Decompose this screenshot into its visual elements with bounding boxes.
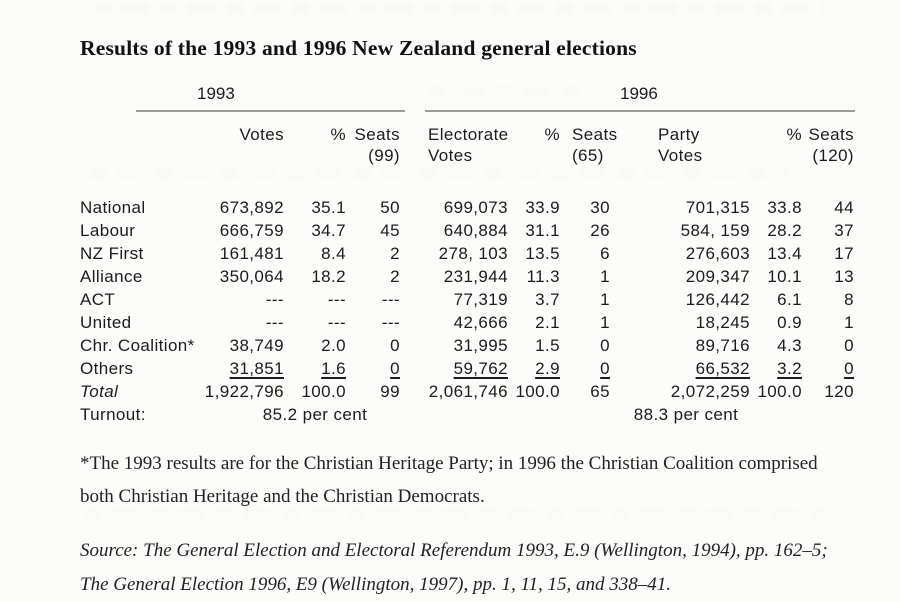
turnout-label: Turnout:: [80, 405, 146, 424]
header-pct-1993: %: [330, 125, 346, 144]
group-rule-1996: [425, 110, 855, 112]
electorate-pct-cell: 31.1: [525, 221, 560, 240]
table-row-nz-first: [80, 242, 854, 265]
party-votes-cell: 209,347: [685, 267, 750, 286]
pct-1993-cell: 34.7: [311, 221, 346, 240]
electorate-pct-cell: 2.9: [535, 359, 560, 378]
party-pct-cell: 33.8: [767, 198, 802, 217]
source-citation: [80, 534, 890, 602]
table-row-labour: [80, 219, 854, 242]
party-votes-cell: 584, 159: [680, 221, 750, 240]
table-row-national: [80, 196, 854, 219]
table-row-united: [80, 311, 854, 334]
party-votes-cell: 89,716: [695, 336, 750, 355]
votes-1993-cell: 161,481: [219, 244, 284, 263]
party-pct-cell: 0.9: [777, 313, 802, 332]
electorate-seats-cell: 0: [600, 336, 610, 355]
votes-1993-cell: 673,892: [219, 198, 284, 217]
group-rule-1993: [136, 110, 405, 112]
page-title: Results of the 1993 and 1996 New Zealand general elections: [80, 36, 637, 60]
electorate-votes-cell: 77,319: [453, 290, 508, 309]
votes-1993-cell: 38,749: [229, 336, 284, 355]
seats-1993-cell: ---: [381, 313, 400, 332]
electorate-pct-cell: 3.7: [535, 290, 560, 309]
electorate-seats-cell: 1: [600, 313, 610, 332]
party-seats-cell: 44: [834, 198, 854, 217]
table-row-alliance: [80, 265, 854, 288]
electorate-seats-cell: 65: [590, 382, 610, 401]
pct-1993-cell: ---: [327, 290, 346, 309]
table-row-turnout: [80, 403, 854, 426]
source-line-1: Source: The General Election and Electoral Referendum 1993, E.9 (Wellington, 1994), pp. 162–5;: [80, 540, 828, 561]
electorate-pct-cell: 1.5: [535, 336, 560, 355]
party-seats-cell: 13: [834, 267, 854, 286]
party-seats-cell: 0: [844, 359, 854, 378]
pct-1993-cell: 2.0: [321, 336, 346, 355]
seats-1993-cell: 0: [390, 359, 400, 378]
electorate-pct-cell: 11.3: [526, 267, 560, 286]
votes-1993-cell: 666,759: [219, 221, 284, 240]
party-pct-cell: 4.3: [777, 336, 802, 355]
column-header-row: [80, 124, 854, 166]
electorate-votes-cell: 42,666: [453, 313, 508, 332]
header-seats-65: Seats (65): [572, 125, 618, 165]
party-cell: Chr. Coalition*: [80, 336, 195, 355]
electorate-votes-cell: 699,073: [443, 198, 508, 217]
party-votes-cell: 2,072,259: [670, 382, 750, 401]
footnote-line-1: *The 1993 results are for the Christian Heritage Party; in 1996 the Christian Coalition comprised: [80, 453, 818, 474]
group-header-1993: 1993: [197, 84, 235, 103]
party-votes-cell: 276,603: [685, 244, 750, 263]
electorate-votes-cell: 59,762: [453, 359, 508, 378]
party-cell: Alliance: [80, 267, 143, 286]
electorate-votes-cell: 640,884: [443, 221, 508, 240]
electorate-votes-cell: 31,995: [453, 336, 508, 355]
party-seats-cell: 17: [834, 244, 854, 263]
votes-1993-cell: ---: [265, 290, 284, 309]
party-pct-cell: 100.0: [757, 382, 802, 401]
votes-1993-cell: 31,851: [229, 359, 284, 378]
electorate-seats-cell: 26: [590, 221, 610, 240]
party-pct-cell: 28.2: [767, 221, 802, 240]
party-pct-cell: 6.1: [777, 290, 802, 309]
party-pct-cell: 13.4: [767, 244, 802, 263]
seats-1993-cell: 45: [380, 221, 400, 240]
party-votes-cell: 126,442: [685, 290, 750, 309]
seats-1993-cell: 2: [390, 267, 400, 286]
party-pct-cell: 3.2: [777, 359, 802, 378]
party-votes-cell: 66,532: [695, 359, 750, 378]
party-seats-cell: 37: [834, 221, 854, 240]
turnout-1993-value: 85.2 per cent: [262, 405, 368, 424]
electorate-seats-cell: 30: [590, 198, 610, 217]
pct-1993-cell: 8.4: [321, 244, 346, 263]
bleedthrough-ghost: [95, 3, 825, 14]
pct-1993-cell: 100.0: [301, 382, 346, 401]
party-votes-cell: 18,245: [695, 313, 750, 332]
header-seats-99: Seats (99): [354, 125, 400, 165]
party-votes-cell: 701,315: [685, 198, 750, 217]
electorate-pct-cell: 100.0: [515, 382, 560, 401]
seats-1993-cell: ---: [381, 290, 400, 309]
turnout-1996-value: 88.3 per cent: [633, 405, 739, 424]
party-cell: ACT: [80, 290, 116, 309]
header-seats-120: Seats (120): [808, 125, 854, 165]
header-spacer: [80, 124, 202, 166]
bleedthrough-ghost: [430, 86, 580, 97]
party-cell: Others: [80, 359, 134, 378]
header-electorate-votes: Electorate Votes: [428, 125, 509, 165]
table-body: [80, 196, 854, 426]
seats-1993-cell: 2: [390, 244, 400, 263]
party-pct-cell: 10.1: [767, 267, 802, 286]
party-cell: Total: [80, 382, 119, 401]
votes-1993-cell: 1,922,796: [204, 382, 284, 401]
party-cell: NZ First: [80, 244, 144, 263]
party-cell: United: [80, 313, 132, 332]
footnote: [80, 447, 880, 513]
electorate-votes-cell: 231,944: [443, 267, 508, 286]
header-pct-electorate: %: [544, 125, 560, 144]
group-header-1996: 1996: [620, 84, 658, 103]
header-votes-1993: Votes: [239, 125, 284, 144]
votes-1993-cell: ---: [265, 313, 284, 332]
electorate-seats-cell: 1: [600, 267, 610, 286]
electorate-pct-cell: 2.1: [535, 313, 560, 332]
source-line-2: The General Election 1996, E9 (Wellington, 1997), pp. 1, 11, 15, and 338–41.: [80, 574, 672, 595]
pct-1993-cell: ---: [327, 313, 346, 332]
electorate-pct-cell: 13.5: [525, 244, 560, 263]
electorate-seats-cell: 0: [600, 359, 610, 378]
table-row-total: [80, 380, 854, 403]
party-seats-cell: 1: [844, 313, 854, 332]
seats-1993-cell: 0: [390, 336, 400, 355]
results-table: [80, 124, 854, 426]
party-seats-cell: 0: [844, 336, 854, 355]
pct-1993-cell: 1.6: [321, 359, 346, 378]
seats-1993-cell: 50: [380, 198, 400, 217]
electorate-pct-cell: 33.9: [525, 198, 560, 217]
party-seats-cell: 120: [824, 382, 854, 401]
electorate-votes-cell: 278, 103: [438, 244, 508, 263]
header-pct-party: %: [786, 125, 802, 144]
electorate-seats-cell: 1: [600, 290, 610, 309]
pct-1993-cell: 18.2: [311, 267, 346, 286]
party-seats-cell: 8: [844, 290, 854, 309]
table-row-act: [80, 288, 854, 311]
party-cell: Labour: [80, 221, 136, 240]
votes-1993-cell: 350,064: [219, 267, 284, 286]
footnote-line-2: both Christian Heritage and the Christian Democrats.: [80, 486, 485, 507]
electorate-seats-cell: 6: [600, 244, 610, 263]
electorate-votes-cell: 2,061,746: [428, 382, 508, 401]
table-row-others: [80, 357, 854, 380]
seats-1993-cell: 99: [380, 382, 400, 401]
header-party-votes: Party Votes: [658, 125, 703, 165]
pct-1993-cell: 35.1: [311, 198, 346, 217]
party-cell: National: [80, 198, 146, 217]
table-row-chr-coalition: [80, 334, 854, 357]
